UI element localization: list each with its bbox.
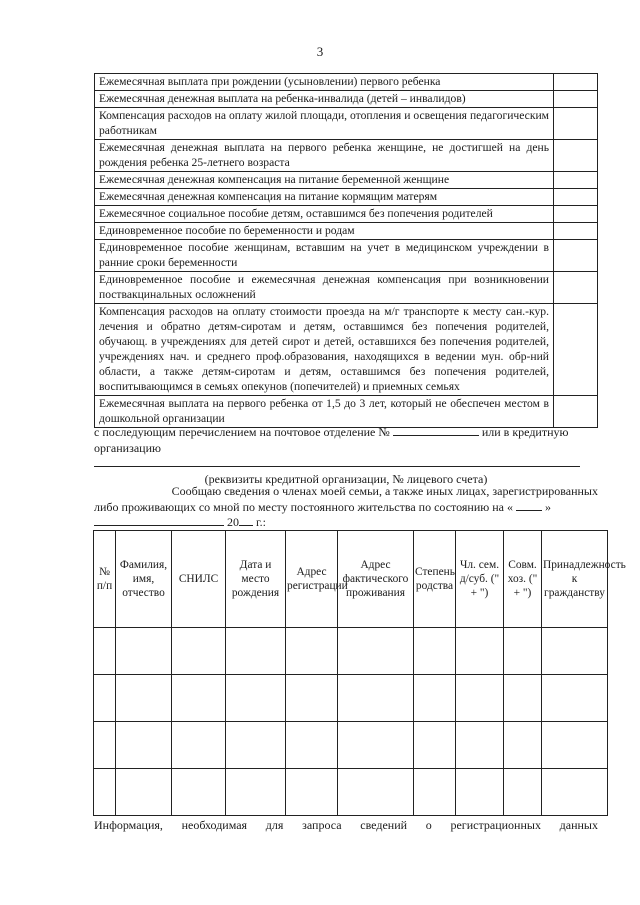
family-column-header: Чл. сем. д/суб. (" + ") bbox=[456, 531, 504, 628]
family-members-table bbox=[93, 530, 626, 816]
benefit-mark-cell[interactable] bbox=[554, 206, 598, 223]
benefit-label: Ежемесячная денежная компенсация на питание беременной женщине bbox=[95, 172, 554, 189]
family-row bbox=[94, 722, 608, 769]
benefit-label: Ежемесячная денежная выплата на первого ребенка женщине, не достигшей на день рождения ребенка 25-летнего возраста bbox=[95, 140, 554, 172]
family-cell[interactable] bbox=[286, 769, 338, 816]
family-cell[interactable] bbox=[542, 675, 608, 722]
family-cell[interactable] bbox=[172, 628, 226, 675]
family-cell[interactable] bbox=[226, 722, 286, 769]
family-cell[interactable] bbox=[226, 628, 286, 675]
transfer-line bbox=[94, 424, 604, 440]
benefit-row bbox=[95, 206, 598, 223]
benefit-row bbox=[95, 304, 598, 396]
benefit-label: Ежемесячное социальное пособие детям, оставшимся без попечения родителей bbox=[95, 206, 554, 223]
date-month-blank[interactable] bbox=[94, 514, 224, 526]
family-column-header: № п/п bbox=[94, 531, 116, 628]
family-cell[interactable] bbox=[542, 769, 608, 816]
family-intro-text: либо проживающих со мной по месту постоянного жительства по состоянию на bbox=[94, 500, 504, 514]
date-quote-open: « bbox=[506, 500, 513, 514]
family-cell[interactable] bbox=[116, 722, 172, 769]
benefit-row bbox=[95, 172, 598, 189]
benefit-label: Компенсация расходов на оплату жилой площади, отопления и освещения педагогическим работникам bbox=[95, 108, 554, 140]
benefit-label: Ежемесячная выплата при рождении (усыновлении) первого ребенка bbox=[95, 74, 554, 91]
benefit-label: Ежемесячная денежная выплата на ребенка-инвалида (детей – инвалидов) bbox=[95, 91, 554, 108]
benefit-mark-cell[interactable] bbox=[554, 304, 598, 396]
family-cell[interactable] bbox=[116, 628, 172, 675]
benefit-label: Ежемесячная денежная компенсация на питание кормящим матерям bbox=[95, 189, 554, 206]
date-year-prefix: 20 bbox=[227, 515, 239, 529]
transfer-text-1: с последующим перечислением на почтовое отделение № bbox=[94, 425, 390, 439]
family-intro-line-2 bbox=[94, 499, 598, 515]
bank-details-caption: (реквизиты кредитной организации, № лицевого счета) bbox=[204, 472, 488, 486]
family-cell[interactable] bbox=[414, 722, 456, 769]
date-day-blank[interactable] bbox=[516, 499, 542, 511]
benefit-row bbox=[95, 108, 598, 140]
family-column-header: Принадлежность к гражданству bbox=[542, 531, 608, 628]
family-cell[interactable] bbox=[338, 769, 414, 816]
family-cell[interactable] bbox=[116, 675, 172, 722]
benefit-row bbox=[95, 272, 598, 304]
date-year-blank[interactable] bbox=[239, 514, 253, 526]
page-number: 3 bbox=[316, 44, 324, 59]
benefit-mark-cell[interactable] bbox=[554, 223, 598, 240]
benefit-row bbox=[95, 91, 598, 108]
benefit-row bbox=[95, 140, 598, 172]
family-cell[interactable] bbox=[504, 769, 542, 816]
family-column-header: Совм. хоз. (" + ") bbox=[504, 531, 542, 628]
family-row bbox=[94, 769, 608, 816]
family-cell[interactable] bbox=[286, 722, 338, 769]
family-cell[interactable] bbox=[414, 675, 456, 722]
date-year-suffix: г.: bbox=[256, 515, 266, 529]
benefit-label: Компенсация расходов на оплату стоимости проезда на м/г транспорте к месту сан.-кур. лечения и обратно детям-сиротам и детям, оставшимся без попечения родителей, обучающ. в учреждениях для детей сирот и детей, оставшихся без попечения родителей, учреждениях нач. и среднего проф.образования, находящихся в ведении мун. обр-ний области, а также детям-сиротам и детям, оставшимся без попечения родителей, воспитывающимся в семьях опекунов (попечителей) и приемных семьях bbox=[95, 304, 554, 396]
benefit-mark-cell[interactable] bbox=[554, 240, 598, 272]
family-cell[interactable] bbox=[338, 722, 414, 769]
family-cell[interactable] bbox=[172, 675, 226, 722]
benefit-row bbox=[95, 189, 598, 206]
family-cell[interactable] bbox=[338, 628, 414, 675]
family-cell[interactable] bbox=[116, 769, 172, 816]
family-cell[interactable] bbox=[456, 675, 504, 722]
family-cell[interactable] bbox=[456, 628, 504, 675]
family-cell[interactable] bbox=[226, 769, 286, 816]
bank-details-blank[interactable] bbox=[94, 466, 580, 467]
family-column-header: Степень родства bbox=[414, 531, 456, 628]
registration-info-text: Информация, необходимая для запроса сведений о регистрационных данных bbox=[94, 818, 598, 832]
family-cell[interactable] bbox=[286, 628, 338, 675]
benefits-table bbox=[94, 73, 598, 428]
family-cell[interactable] bbox=[414, 628, 456, 675]
family-cell[interactable] bbox=[94, 628, 116, 675]
family-cell[interactable] bbox=[542, 722, 608, 769]
family-cell[interactable] bbox=[94, 722, 116, 769]
benefit-row bbox=[95, 240, 598, 272]
family-cell[interactable] bbox=[286, 675, 338, 722]
benefit-label: Ежемесячная выплата на первого ребенка от 1,5 до 3 лет, который не обеспечен местом в дошкольной организации bbox=[95, 396, 554, 428]
family-cell[interactable] bbox=[338, 675, 414, 722]
family-cell[interactable] bbox=[94, 675, 116, 722]
family-cell[interactable] bbox=[414, 769, 456, 816]
family-intro-line-1: Сообщаю сведения о членах моей семьи, а также иных лицах, зарегистрированных bbox=[171, 484, 598, 498]
family-row bbox=[94, 628, 608, 675]
family-cell[interactable] bbox=[94, 769, 116, 816]
benefit-mark-cell[interactable] bbox=[554, 108, 598, 140]
benefit-mark-cell[interactable] bbox=[554, 272, 598, 304]
benefit-mark-cell[interactable] bbox=[554, 172, 598, 189]
transfer-text-2: или в кредитную bbox=[481, 425, 569, 439]
benefit-mark-cell[interactable] bbox=[554, 189, 598, 206]
date-quote-close: » bbox=[544, 500, 551, 514]
family-cell[interactable] bbox=[172, 722, 226, 769]
family-cell[interactable] bbox=[456, 722, 504, 769]
benefit-mark-cell[interactable] bbox=[554, 91, 598, 108]
benefit-label: Единовременное пособие женщинам, вставшим на учет в медицинском учреждении в ранние сроки беременности bbox=[95, 240, 554, 272]
benefit-row bbox=[95, 74, 598, 91]
post-office-number-blank[interactable] bbox=[393, 424, 479, 436]
family-cell[interactable] bbox=[504, 722, 542, 769]
benefit-row bbox=[95, 396, 598, 428]
benefit-mark-cell[interactable] bbox=[554, 140, 598, 172]
family-cell[interactable] bbox=[504, 675, 542, 722]
benefit-label: Единовременное пособие по беременности и родам bbox=[95, 223, 554, 240]
benefit-label: Единовременное пособие и ежемесячная денежная компенсация при возникновении поствакцинальных осложнений bbox=[95, 272, 554, 304]
family-cell[interactable] bbox=[172, 769, 226, 816]
benefit-row bbox=[95, 223, 598, 240]
transfer-line-2: организацию bbox=[94, 441, 161, 455]
family-column-header: Адрес фактического проживания bbox=[338, 531, 414, 628]
family-row bbox=[94, 675, 608, 722]
family-cell[interactable] bbox=[504, 628, 542, 675]
family-column-header: Дата и место рождения bbox=[226, 531, 286, 628]
family-column-header: Адрес регистрации bbox=[286, 531, 338, 628]
benefit-mark-cell[interactable] bbox=[554, 74, 598, 91]
family-cell[interactable] bbox=[456, 769, 504, 816]
family-cell[interactable] bbox=[226, 675, 286, 722]
family-intro-line-3 bbox=[94, 514, 598, 530]
family-column-header: СНИЛС bbox=[172, 531, 226, 628]
family-column-header: Фамилия, имя, отчество bbox=[116, 531, 172, 628]
benefit-mark-cell[interactable] bbox=[554, 396, 598, 428]
family-cell[interactable] bbox=[542, 628, 608, 675]
